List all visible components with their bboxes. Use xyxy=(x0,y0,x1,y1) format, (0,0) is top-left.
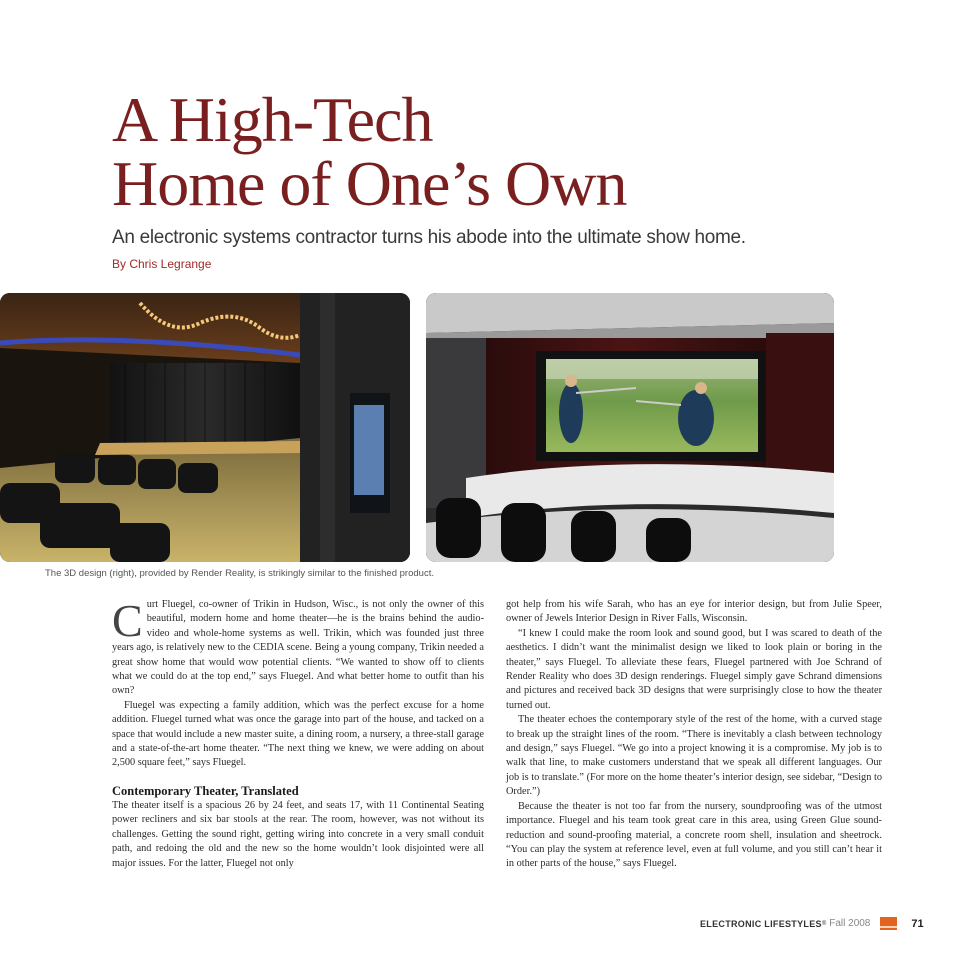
article-subtitle: An electronic systems contractor turns his abode into the ultimate show home. xyxy=(112,227,746,248)
paragraph: The theater echoes the contemporary style of the rest of the home, with a curved stage to break up the straight lines of the room. “There is inevitably a clash between technology and design,” says Fluegel. “We go into a project knowing it is a compromise. My job is to walk that line, to make customers understand that we speak all different languages. Our job is to translate.” (For more on the home theater’s interior design, see sidebar, “Design to Order.”) xyxy=(506,714,882,798)
finished-theater-photo xyxy=(0,293,410,562)
render-3d-photo xyxy=(426,293,834,562)
paragraph: “I knew I could make the room look and sound good, but I was scared to death of the aesthetics. I didn’t want the minimalist design we liked to look plain or boring in the theater,” says Fluegel. To alleviate these fears, Fluegel partnered with Joe Schrand of Render Reality who does 3D design renderings. Fluegel simply gave Schrand dimensions and pictures and received back 3D designs that were surprisingly close to how the theater turned out. xyxy=(506,627,882,711)
drop-cap: C xyxy=(112,595,143,646)
page-footer xyxy=(700,917,924,930)
body-column-right xyxy=(506,598,882,872)
paragraph: Fluegel was expecting a family addition, which was the perfect excuse for a home addition. Fluegel turned what was once the garage into part of the house, and tacked on a space that would include a new master suite, a dining room, a nursery, a three-stall garage and a state-of-the-art home theater. “The next thing we knew, we were adding on about 2,500 square feet,” says Fluegel. xyxy=(112,699,484,769)
body-column-left xyxy=(112,595,484,871)
cedia-logo-icon xyxy=(880,917,897,930)
paragraph: got help from his wife Sarah, who has an eye for interior design, but from Julie Speer, owner of Jewels Interior Design in River Falls, Wisconsin. xyxy=(506,599,882,625)
byline: By Chris Legrange xyxy=(112,257,212,271)
registered-mark: ® xyxy=(821,920,827,927)
title-line-2: Home of One’s Own xyxy=(112,148,627,219)
page-number: 71 xyxy=(911,917,924,930)
paragraph-text: urt Fluegel, co-owner of Trikin in Hudson, Wisc., is not only the owner of this beautiful, modern home and home theater—he is the brains behind the audio-video and whole-home systems as well. Trikin, which was founded just three years ago, is relatively new to the CEDIA scene. Being a young company, Trikin needed a great show home that would wow potential clients. “We wanted to show off to clients what we could do at the top end,” says Fluegel. And what better home to outfit than his own? xyxy=(112,599,484,697)
paragraph: Because the theater is not too far from the nursery, soundproofing was of the utmost importance. Fluegel and his team took great care in this area, using Green Glue sound-reduction and sound-proofing material, a concrete room shell, insulation and sheetrock. “You can play the system at reference level, even at full volume, and you still can’t hear it in other parts of the house,” says Fluegel. xyxy=(506,800,882,870)
issue-date: Fall 2008 xyxy=(829,918,871,929)
section-heading: Contemporary Theater, Translated xyxy=(112,783,299,798)
paragraph xyxy=(112,595,484,699)
photo-caption: The 3D design (right), provided by Render Reality, is strikingly similar to the finished product. xyxy=(45,568,434,579)
title-line-1: A High-Tech xyxy=(112,84,433,155)
magazine-name: ELECTRONIC LIFESTYLES xyxy=(700,918,822,929)
paragraph: The theater itself is a spacious 26 by 24 feet, and seats 17, with 11 Continental Seating power recliners and six bar stools at the rear. The room, however, was not without its challenges. Getting the sound right, getting wiring into concrete in a very small conduit path, and redoing the old and the new so the home wouldn’t look disjointed were all major issues. For the latter, Fluegel not only xyxy=(112,799,484,869)
article-title xyxy=(112,84,627,219)
